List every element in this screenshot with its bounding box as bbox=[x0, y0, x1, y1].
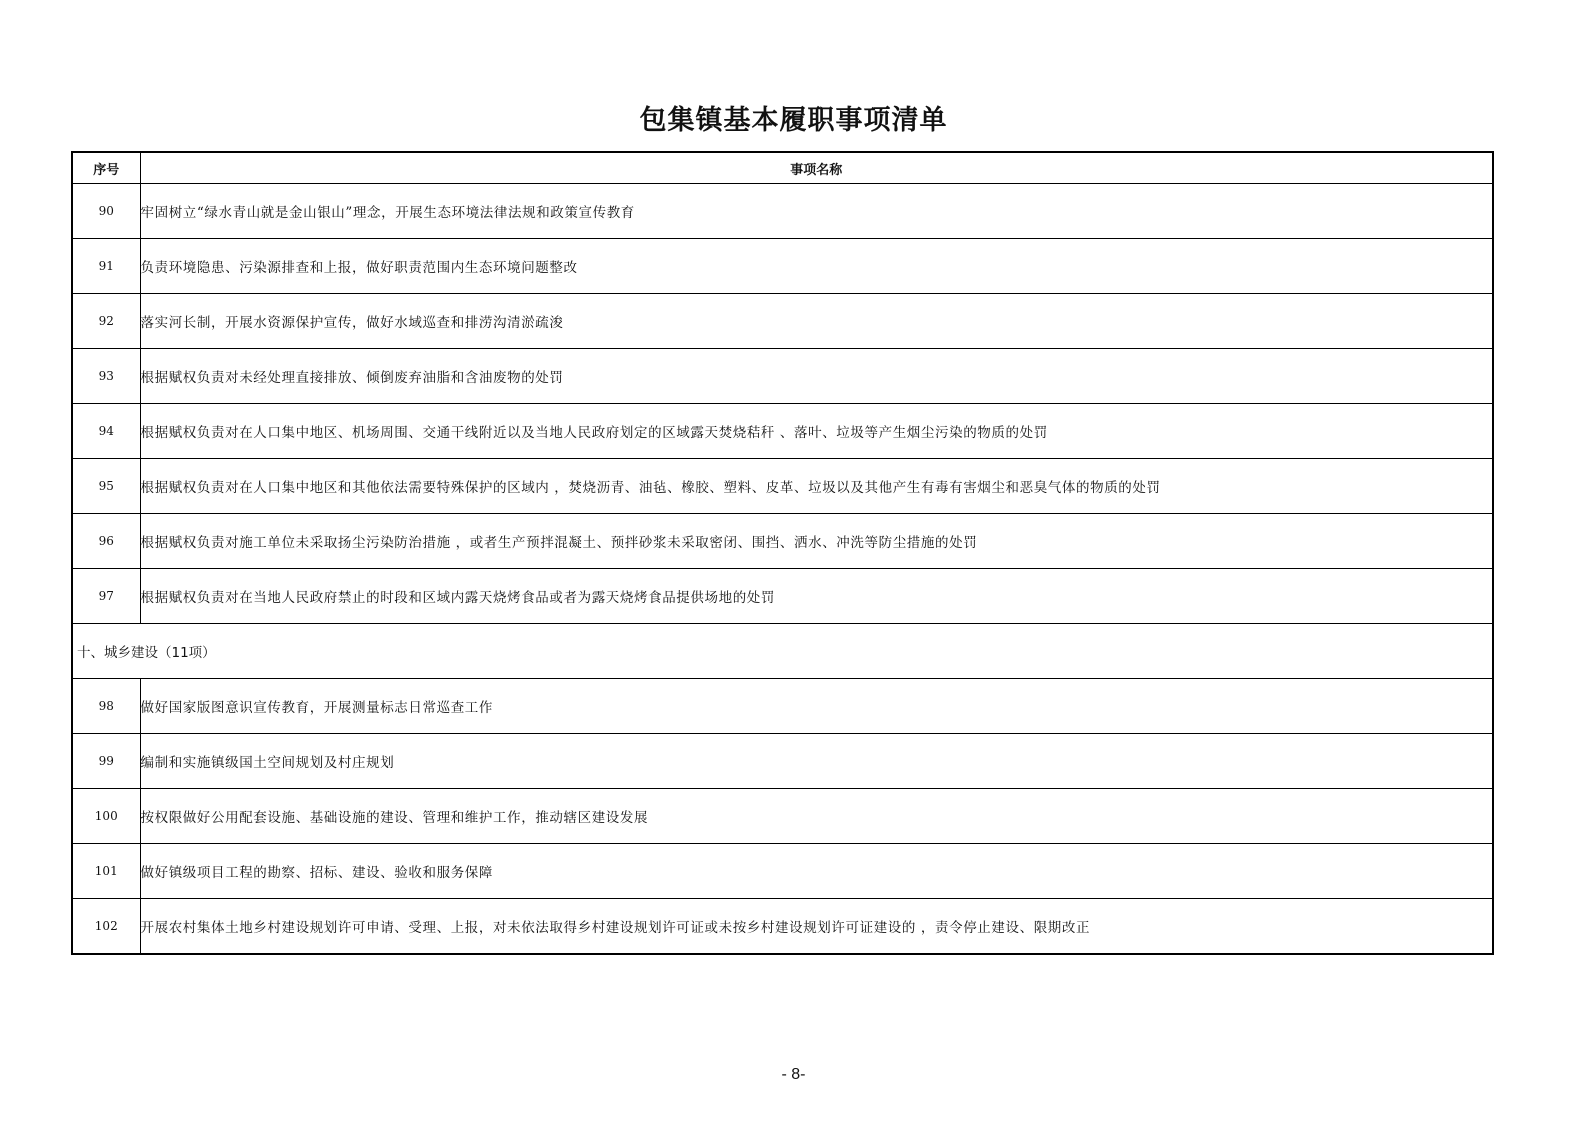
row-number: 97 bbox=[72, 569, 140, 624]
table-row bbox=[72, 514, 1493, 569]
table-header-row bbox=[72, 152, 1493, 184]
row-number: 102 bbox=[72, 899, 140, 955]
row-number: 95 bbox=[72, 459, 140, 514]
row-number: 100 bbox=[72, 789, 140, 844]
table-row bbox=[72, 679, 1493, 734]
row-number: 92 bbox=[72, 294, 140, 349]
table-row bbox=[72, 789, 1493, 844]
table-row bbox=[72, 184, 1493, 239]
row-item-name: 牢固树立“绿水青山就是金山银山”理念，开展生态环境法律法规和政策宣传教育 bbox=[140, 184, 1493, 239]
row-number: 93 bbox=[72, 349, 140, 404]
page-title: 包集镇基本履职事项清单 bbox=[639, 105, 948, 136]
row-item-name: 落实河长制，开展水资源保护宣传，做好水域巡查和排涝沟清淤疏浚 bbox=[140, 294, 1493, 349]
table-row bbox=[72, 899, 1493, 955]
row-number: 98 bbox=[72, 679, 140, 734]
row-number: 90 bbox=[72, 184, 140, 239]
section-heading: 十、城乡建设（11项） bbox=[72, 624, 1493, 679]
row-item-name: 根据赋权负责对未经处理直接排放、倾倒废弃油脂和含油废物的处罚 bbox=[140, 349, 1493, 404]
duty-list-table bbox=[71, 151, 1494, 955]
column-header-item-name: 事项名称 bbox=[140, 152, 1493, 184]
table-row bbox=[72, 404, 1493, 459]
row-item-name: 根据赋权负责对施工单位未采取扬尘污染防治措施 ，或者生产预拌混凝土、预拌砂浆未采取密闭、围挡、洒水、冲洗等防尘措施的处罚 bbox=[140, 514, 1493, 569]
section-heading-row bbox=[72, 624, 1493, 679]
table-row bbox=[72, 294, 1493, 349]
row-number: 101 bbox=[72, 844, 140, 899]
row-number: 99 bbox=[72, 734, 140, 789]
table-row bbox=[72, 569, 1493, 624]
row-item-name: 做好镇级项目工程的勘察、招标、建设、验收和服务保障 bbox=[140, 844, 1493, 899]
table-row bbox=[72, 844, 1493, 899]
row-item-name: 开展农村集体土地乡村建设规划许可申请、受理、上报，对未依法取得乡村建设规划许可证或未按乡村建设规划许可证建设的 ，责令停止建设、限期改正 bbox=[140, 899, 1493, 955]
row-item-name: 编制和实施镇级国土空间规划及村庄规划 bbox=[140, 734, 1493, 789]
row-item-name: 负责环境隐患、污染源排查和上报，做好职责范围内生态环境问题整改 bbox=[140, 239, 1493, 294]
row-item-name: 做好国家版图意识宣传教育，开展测量标志日常巡查工作 bbox=[140, 679, 1493, 734]
table-row bbox=[72, 239, 1493, 294]
table-row bbox=[72, 734, 1493, 789]
table-row bbox=[72, 349, 1493, 404]
row-number: 94 bbox=[72, 404, 140, 459]
table-row bbox=[72, 459, 1493, 514]
row-item-name: 根据赋权负责对在当地人民政府禁止的时段和区域内露天烧烤食品或者为露天烧烤食品提供场地的处罚 bbox=[140, 569, 1493, 624]
row-number: 91 bbox=[72, 239, 140, 294]
row-item-name: 根据赋权负责对在人口集中地区和其他依法需要特殊保护的区域内 ，焚烧沥青、油毡、橡胶、塑料、皮革、垃圾以及其他产生有毒有害烟尘和恶臭气体的物质的处罚 bbox=[140, 459, 1493, 514]
row-item-name: 按权限做好公用配套设施、基础设施的建设、管理和维护工作，推动辖区建设发展 bbox=[140, 789, 1493, 844]
row-item-name: 根据赋权负责对在人口集中地区、机场周围、交通干线附近以及当地人民政府划定的区域露天焚烧秸秆 、落叶、垃圾等产生烟尘污染的物质的处罚 bbox=[140, 404, 1493, 459]
column-header-number: 序号 bbox=[72, 152, 140, 184]
page-number: - 8- bbox=[781, 1066, 806, 1083]
row-number: 96 bbox=[72, 514, 140, 569]
